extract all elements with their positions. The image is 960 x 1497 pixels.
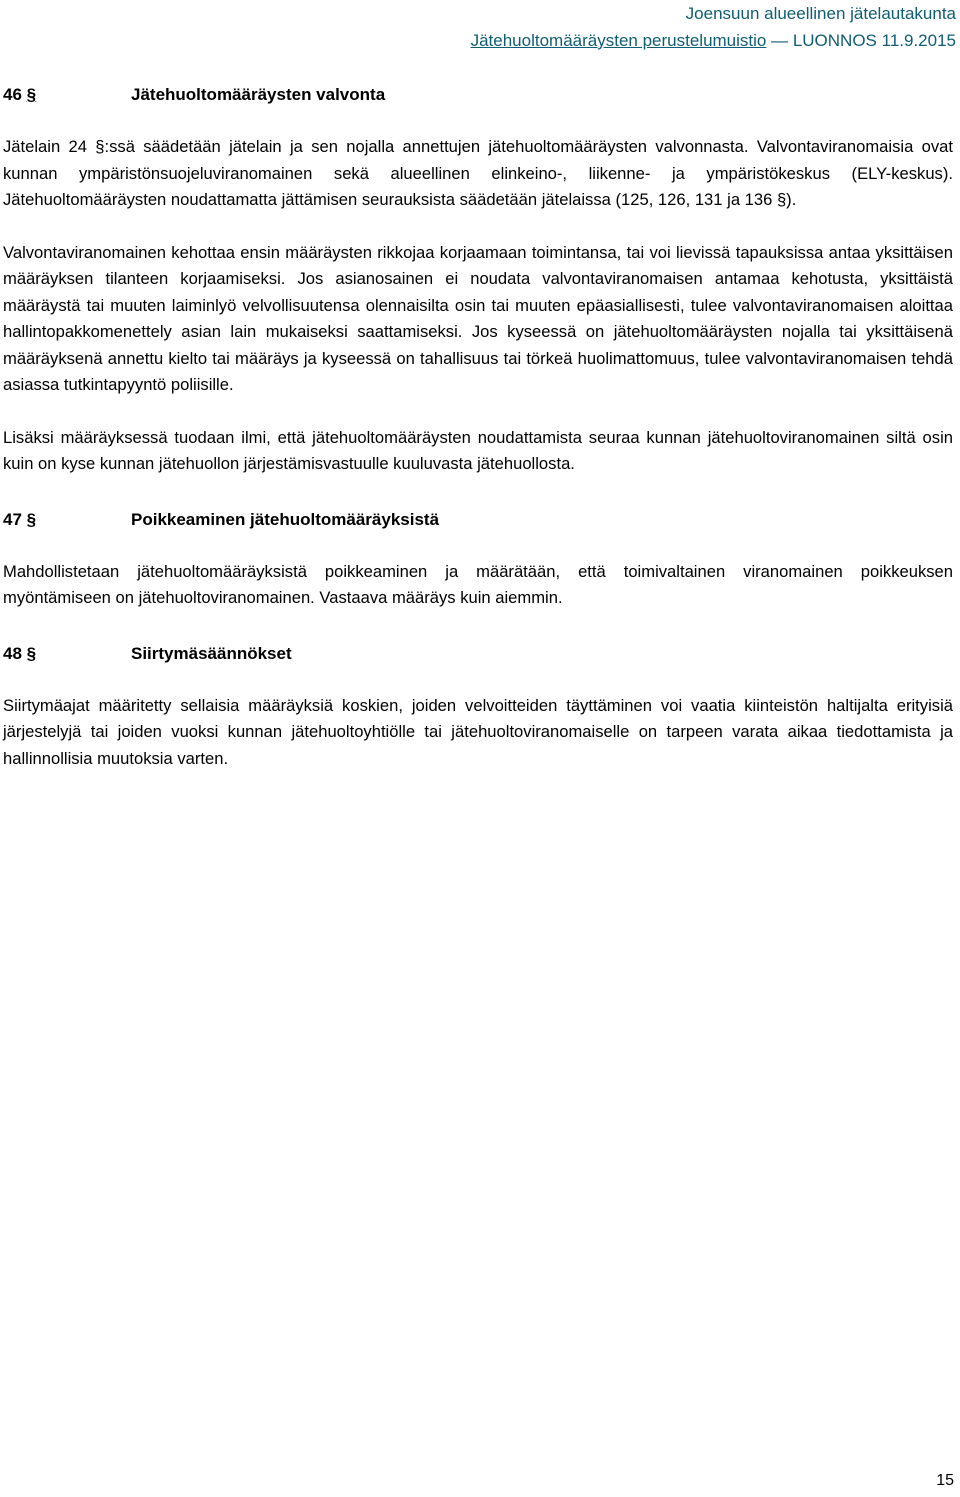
section-number-46: 46 § [3, 85, 37, 104]
section-46-paragraph-3: Lisäksi määräyksessä tuodaan ilmi, että jätehuoltomääräysten noudattamista seuraa kunnan jätehuoltoviranomainen siltä osin kuin on kyse kunnan jätehuollon järjestämisvastuulle kuuluvasta jätehuollosta. [3, 427, 953, 473]
section-heading-47 [3, 507, 953, 533]
header-document-title: Jätehuoltomääräysten perustelumuistio [470, 31, 767, 50]
section-46-paragraph-2: Valvontaviranomainen kehottaa ensin määräysten rikkojaa korjaamaan toimintansa, tai voi lievissä tapauksissa antaa yksittäisen määräyksen tilanteen korjaamiseksi. Jos asianosainen ei noudata valvontaviranomaisen antamaa kehotusta, yksittäistä määräystä tai muuten laiminlyö velvollisuutensa olennaisilta osin tai muuten epäasiallisesti, tulee valvontaviranomaisen aloittaa hallintopakkomenettely asian lain mukaiseksi saattamiseksi. Jos kyseessä on jätehuoltomääräysten nojalla tai yksittäisenä määräyksenä annettu kielto tai määräys ja kyseessä on tahallisuus tai törkeä huolimattomuus, tulee valvontaviranomaisen tehdä asiassa tutkintapyyntö poliisille. [3, 242, 953, 394]
section-symbol: § [26, 509, 37, 529]
section-48-paragraph-1: Siirtymäajat määritetty sellaisia määräyksiä koskien, joiden velvoitteiden täyttäminen voi vaatia kiinteistön haltijalta erityisiä järjestelyjä tai joiden vuoksi kunnan jätehuoltoyhtiölle tai jätehuoltoviranomaiselle on tarpeen varata aikaa tiedottamista ja hallinnollisia muutoksia varten. [3, 695, 953, 768]
section-title-46: Jätehuoltomääräysten valvonta [131, 85, 386, 104]
page-header [471, 0, 956, 54]
section-title-48: Siirtymäsäännökset [131, 643, 292, 663]
section-title-47: Poikkeaminen jätehuoltomääräyksistä [131, 509, 440, 529]
header-status: LUONNOS 11.9.2015 [792, 31, 956, 50]
section-number-48: 48 § [3, 643, 37, 663]
header-separator: — [766, 31, 793, 50]
section-symbol: § [26, 643, 37, 663]
document-body [3, 82, 953, 772]
header-document-line [471, 27, 956, 54]
section-symbol: § [26, 85, 37, 104]
section-heading-46 [3, 82, 953, 108]
page-number: 15 [936, 1472, 954, 1489]
header-organization: Joensuun alueellinen jätelautakunta [685, 4, 956, 23]
section-heading-48 [3, 641, 953, 667]
section-number-47: 47 § [3, 509, 37, 529]
section-47-paragraph-1: Mahdollistetaan jätehuoltomääräyksistä poikkeaminen ja määrätään, että toimivaltainen viranomainen poikkeuksen myöntämiseen on jätehuoltoviranomainen. Vastaava määräys kuin aiemmin. [3, 561, 953, 607]
section-46-paragraph-1: Jätelain 24 §:ssä säädetään jätelain ja sen nojalla annettujen jätehuoltomääräysten valvonnasta. Valvontaviranomaisia ovat kunnan ympäristönsuojeluviranomainen sekä alueellinen elinkeino-, liikenne- ja ympäristökeskus (ELY-keskus). Jätehuoltomääräysten noudattamatta jättämisen seurauksista säädetään jätelaissa (125, 126, 131 ja 136 §). [3, 137, 953, 209]
